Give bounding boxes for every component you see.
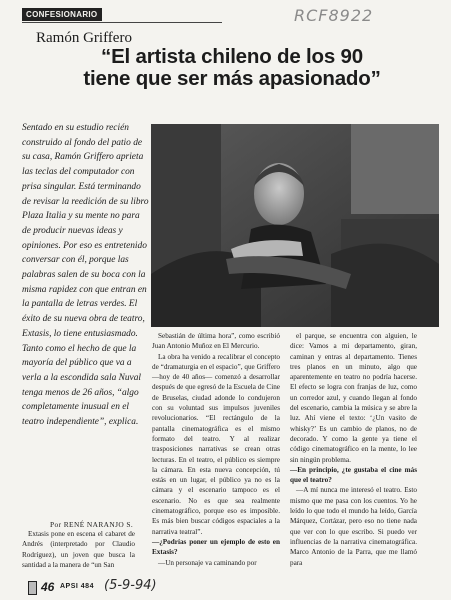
paragraph: Extasis pone en escena el cabaret de Andrés (interpretado por Claudio Rodríguez), un joven que busca la santidad a la manera de “un San [22,530,135,569]
byline: Por RENÉ NARANJO S. [50,520,134,529]
paragraph: La obra ha venido a recalibrar el concepto de “dramaturgia en el espacio”, que Griffero —hoy de 40 años— comenzó a desarrollar después de que egresó de la Escuela de Cine de Bruselas, ciudad adonde lo condujeron con su voluntad sus impulsos juveniles revolucionarios. “El rectángulo de la pantalla cinematográfica es el mismo formato del teatro. Y al realizar trasposiciones narrativas se crean otras lecturas. En el teatro, el público es siempre la cámara. En esta nueva concepción, tú estás en un lugar, el público ya no es la cámara y el escenario tampoco es el escenario. No es que sea realmente cinematográfico, porque eso es imposible. Es más bien buscar códigos espaciales a la narrativa teatral”. [152,352,280,536]
headline-line-2: tiene que ser más apasionado” [83,67,381,90]
interview-question: —En principio, ¿te gustaba el cine más que el teatro? [290,465,417,485]
section-rule [22,22,222,23]
headline-line-1: “El artista chileno de los 90 [101,45,363,68]
headline [22,46,442,90]
paragraph: el parque, se encuentra con alguien, le dice: Vamos a mi departamento, giran, caminan y entras al departamento. Tienes tres planos en un minuto, algo que aparentemente en teatro no podría hacerse. El efecto se logra con franjas de luz, como un corredor azul, y cuando llegan al fondo del escenario, cambia la música y se abre la luz. Ahí viene el texto: ‘¿Un vasito de whisky?’ Es un cambio de planos, no de decorado. Y como la gente ya tiene el código cinematográfico en la mente, lo lee sin ningún problema. [290,332,417,464]
handwritten-date: (5-9-94) [104,578,157,593]
portrait-photo [151,124,439,327]
body-column-3 [290,331,417,568]
magazine-issue: APSI 484 [60,583,94,590]
handwritten-archive-code: RCF8922 [294,6,374,25]
body-column-1 [22,529,135,570]
body-column-2 [152,331,280,568]
page-number: 46 [41,580,55,594]
paragraph: Sebastián de última hora”, como escribió Juan Antonio Muñoz en El Mercurio. [152,332,280,351]
portrait-photo-illustration [151,124,439,327]
interview-question: —¿Podrías poner un ejemplo de esto en Extasis? [152,537,280,557]
paragraph: —A mí nunca me interesó el teatro. Esto mismo que me pasa con los cuentos. Yo he leído lo que todo el mundo ha leído, García Márquez, Cortázar, pero eso no tiene nada que ver con lo que escribo. Si puedo ver influencias de la narrativa cinematográfica. Marco Antonio de la Parra, que me llamó para [290,486,417,567]
paragraph: —Un personaje va caminando por [158,558,257,567]
author-name: Ramón Griffero [36,30,132,46]
section-label: CONFESIONARIO [22,8,102,21]
lede-paragraph: Sentado en su estudio recién construido al fondo del patio de su casa, Ramón Griffero aprieta las teclas del computador con prisa singular. Está terminando de revisar la reedición de su libro Plaza Italia y su mente no para de producir nuevas ideas y opiniones. Por eso es entretenido conversar con él, porque las palabras salen de su boca con la misma rapidez con que entran en la pantalla de letras verdes. El éxito de su nueva obra de teatro, Extasis, lo tiene entusiasmado. Tanto como el hecho de que la mayoría del público que va a verla a la escondida sala Nuval tenga menos de 26 años, “algo completamente inusual en el teatro independiente”, explica. [22,123,149,428]
footer-marker [28,581,37,595]
